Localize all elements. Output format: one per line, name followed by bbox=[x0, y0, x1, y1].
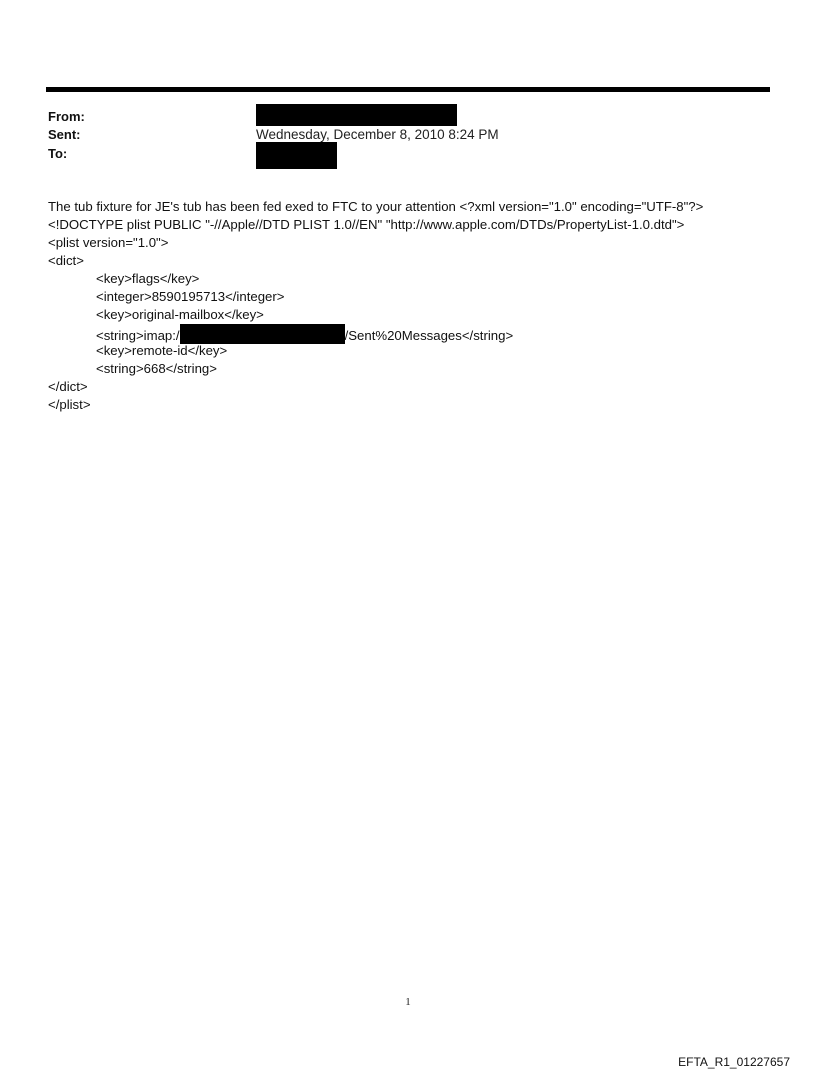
body-line: <integer>8590195713</integer> bbox=[96, 289, 285, 304]
body-line: The tub fixture for JE's tub has been fed exed to FTC to your attention <?xml version="1.0" encoding="UTF-8"?> bbox=[48, 199, 704, 214]
sent-row bbox=[48, 127, 748, 145]
header-divider bbox=[46, 87, 770, 92]
body-line: </dict> bbox=[48, 379, 88, 394]
body-line: <key>original-mailbox</key> bbox=[96, 307, 264, 322]
page-number: 1 bbox=[405, 996, 411, 1008]
body-line: <dict> bbox=[48, 253, 84, 268]
email-body bbox=[48, 198, 788, 414]
imap-string-suffix: /Sent%20Messages</string> bbox=[344, 328, 514, 343]
imap-string-prefix: <string>imap:/ bbox=[96, 328, 180, 343]
body-line: <key>remote-id</key> bbox=[96, 343, 228, 358]
mailbox-redaction bbox=[180, 324, 345, 344]
body-line: <key>flags</key> bbox=[96, 271, 200, 286]
document-id: EFTA_R1_01227657 bbox=[678, 1055, 790, 1069]
body-line: </plist> bbox=[48, 397, 91, 412]
body-line: <!DOCTYPE plist PUBLIC "-//Apple//DTD PLIST 1.0//EN" "http://www.apple.com/DTDs/PropertyList-1.0.dtd"> bbox=[48, 217, 685, 232]
to-label: To: bbox=[48, 146, 68, 161]
to-row bbox=[48, 146, 748, 164]
from-label: From: bbox=[48, 109, 85, 124]
body-line: <plist version="1.0"> bbox=[48, 235, 169, 250]
body-line: <string>668</string> bbox=[96, 361, 217, 376]
to-redaction bbox=[256, 142, 337, 169]
sent-value: Wednesday, December 8, 2010 8:24 PM bbox=[256, 127, 499, 142]
sent-label: Sent: bbox=[48, 127, 81, 142]
from-redaction bbox=[256, 104, 457, 126]
body-line-with-redaction bbox=[48, 324, 788, 342]
